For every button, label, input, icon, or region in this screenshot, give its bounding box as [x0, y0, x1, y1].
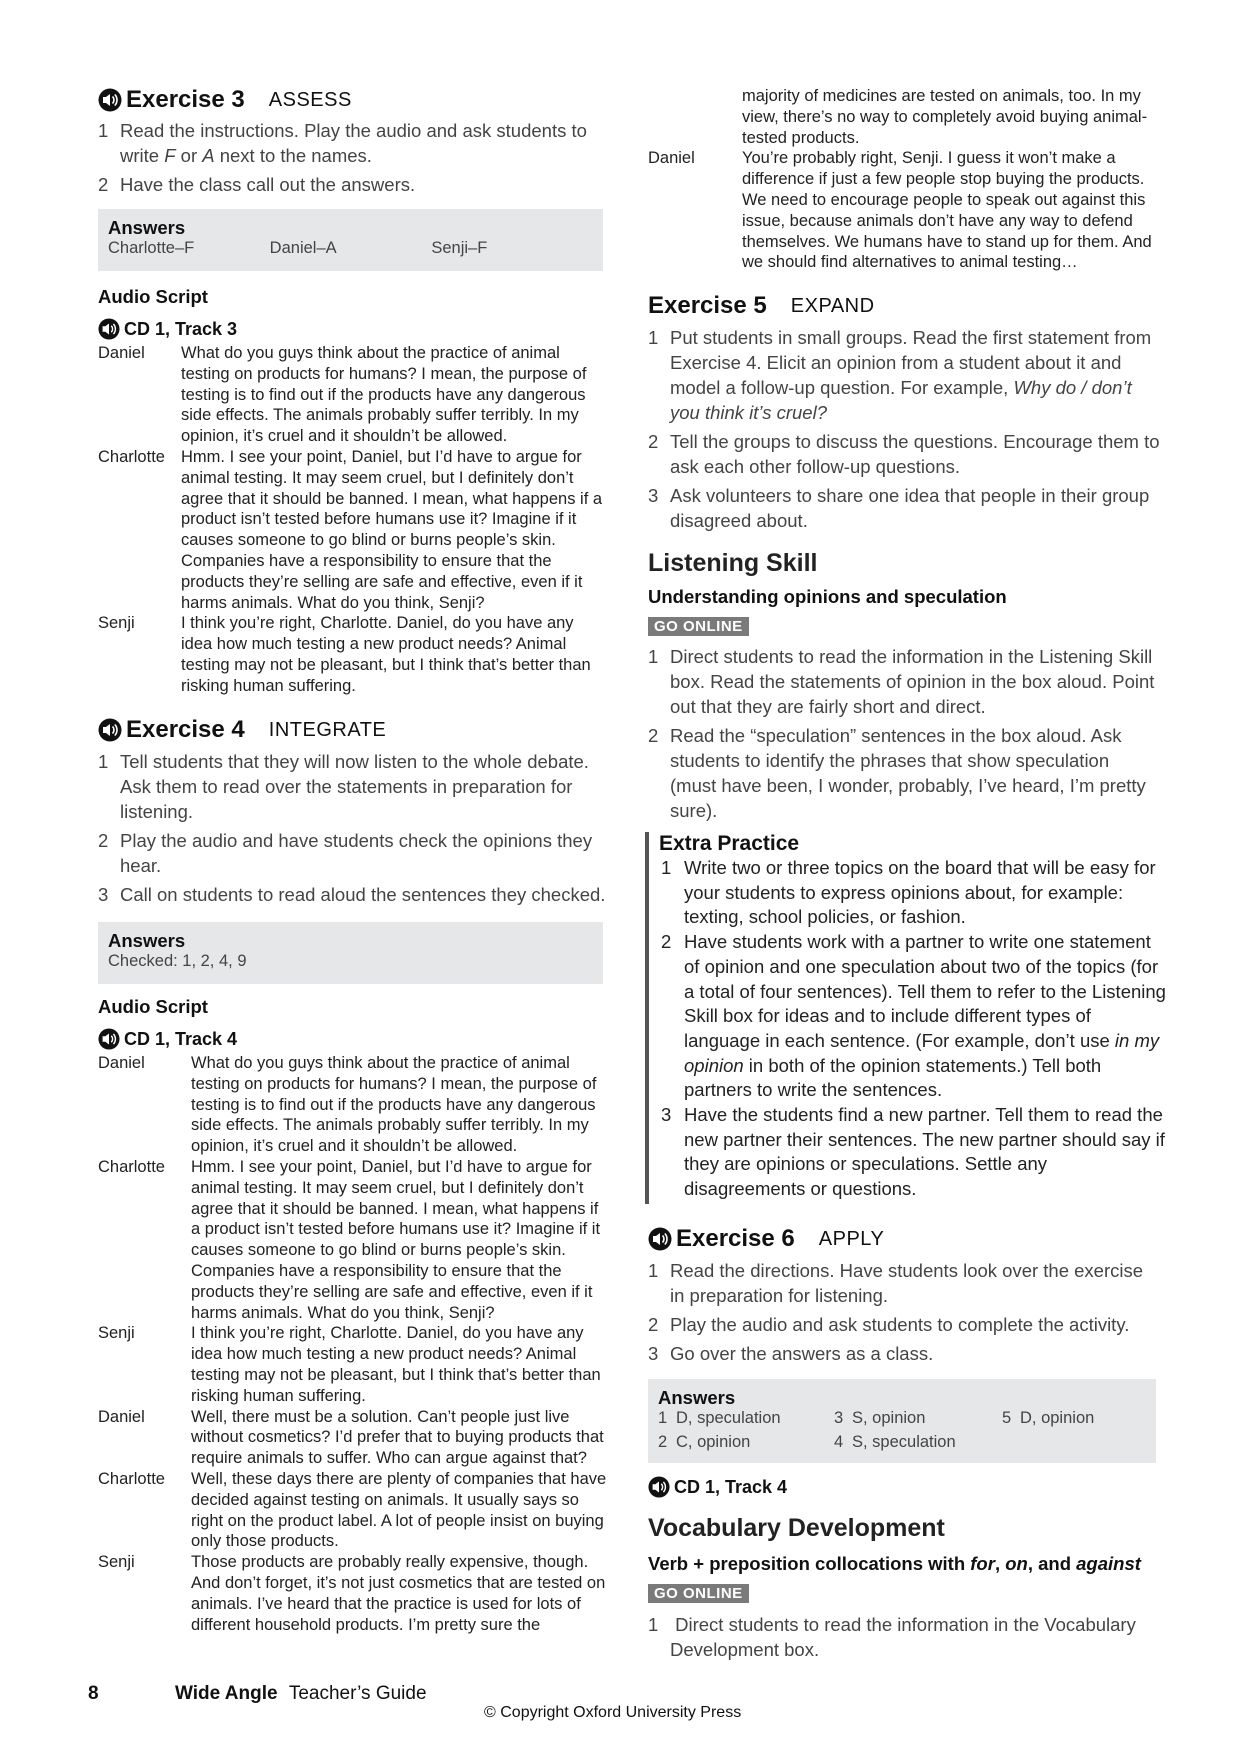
step-text: Play the audio and have students check the opinions they hear.: [120, 830, 593, 876]
step-number: 3: [648, 1343, 659, 1364]
step-text: Put students in small groups. Read the first statement from Exercise 4. Elicit an opinion from a student about it and model a follow-up question. For example, Why do / don’t you think it’s cruel?: [670, 327, 1152, 423]
answer-item: 3 S, opinion: [834, 1409, 926, 1427]
script-line: [98, 1469, 608, 1552]
answers-row: [108, 239, 593, 258]
audio-icon: [98, 88, 122, 112]
step-number: 1: [648, 327, 659, 348]
step-number: 1: [98, 751, 109, 772]
script-line: [98, 1323, 608, 1406]
step-number: 3: [98, 884, 109, 905]
exercise-3-heading: [98, 86, 352, 114]
speaker-text: Hmm. I see your point, Daniel, but I’d have to argue for animal testing. It may seem cruel, but I definitely don’t agree that it should be banned. I mean, what happens if a product isn’t tested before humans use it? Imagine if it causes someone to go blind or burns people’s skin. Companies have a responsibility to ensure that the products they’re selling are safe and effective, even if it harms animals. What do you think, Senji?: [181, 447, 603, 612]
step-text: Have students work with a partner to write one statement of opinion and one speculation about two of the topics (for a total of four sentences). Tell them to refer to the Listening Skill box for ideas and to include different types of language in each sentence. (For example, don’t use in my opinion in both of the opinion statements.) Tell both partners to write the sentences.: [684, 931, 1166, 1101]
instruction-step: [648, 723, 1160, 823]
exercise-tag: APPLY: [818, 1227, 885, 1250]
answer-item: 4 S, speculation: [834, 1433, 956, 1451]
extra-practice-title: Extra Practice: [659, 832, 800, 855]
instruction-step: [648, 1312, 1160, 1337]
step-text: Direct students to read the information in the Listening Skill box. Read the statements of opinion in the box aloud. Point out that they are fairly short and direct.: [670, 646, 1155, 717]
exercise-title: Exercise 3: [126, 86, 245, 113]
script-line: [648, 148, 1160, 273]
step-number: 3: [661, 1104, 672, 1126]
audio-icon: [98, 318, 120, 340]
instruction-step: [648, 483, 1160, 533]
exercise-title: Exercise 4: [126, 716, 245, 743]
listening-skill-steps: [648, 644, 1160, 827]
speaker-text: majority of medicines are tested on animals, too. In my view, there’s no way to completely avoid buying animal-tested products.: [742, 87, 1148, 147]
step-number: 1: [661, 857, 672, 878]
guide-name: Teacher’s Guide: [288, 1683, 427, 1704]
audio-icon: [98, 718, 122, 742]
script-line: [98, 1552, 608, 1635]
speaker-text: I think you’re right, Charlotte. Daniel, do you have any idea how much testing a new product needs? Animal testing may not be pleasant, but I think that’s better than risking human suffering.: [181, 614, 591, 695]
exercise-5-heading: [648, 292, 875, 320]
audio-icon: [98, 1028, 120, 1050]
instruction-step: [98, 118, 603, 168]
book-name: Wide Angle: [175, 1683, 278, 1704]
exercise-tag: ASSESS: [268, 88, 352, 111]
listening-skill-title: Listening Skill: [648, 549, 818, 577]
audio-script-heading: Audio Script: [98, 996, 208, 1017]
step-number: 1: [648, 1614, 659, 1635]
cd-track-text: CD 1, Track 4: [124, 1028, 238, 1049]
speaker-text: What do you guys think about the practice of animal testing on products for humans? I mean, the purpose of testing is to find out if the products have any dangerous side effects. The animals probably suffer terribly. In my opinion, it’s cruel and it shouldn’t be allowed.: [191, 1054, 597, 1156]
cd-track-label: [648, 1476, 787, 1498]
page-number: 8: [88, 1683, 99, 1704]
step-number: 1: [648, 1260, 659, 1281]
exercise-5-steps: [648, 325, 1160, 537]
speaker-text: Hmm. I see your point, Daniel, but I’d have to argue for animal testing. It may seem cruel, but I definitely don’t agree that it should be banned. I mean, what happens if a product isn’t tested before humans use it? Imagine if it causes someone to go blind or burns people’s skin. Companies have a responsibility to ensure that the products they’re selling are safe and effective, even if it harms animals. What do you think, Senji?: [191, 1157, 601, 1322]
answer-item: Senji–F: [431, 239, 488, 257]
speaker-name: Charlotte: [98, 447, 165, 466]
step-text: Direct students to read the information in the Vocabulary Development box.: [670, 1614, 1136, 1660]
extra-practice-step: [659, 930, 1167, 1103]
step-text: Read the directions. Have students look over the exercise in preparation for listening.: [670, 1260, 1144, 1306]
step-number: 2: [98, 174, 109, 195]
cd-track-label: [98, 318, 237, 340]
answer-item: Charlotte–F: [108, 239, 195, 257]
script-line: [98, 1157, 608, 1323]
exercise-4-heading: [98, 716, 386, 744]
step-number: 2: [661, 931, 672, 953]
audio-icon: [648, 1227, 672, 1251]
listening-skill-subtitle: Understanding opinions and speculation: [648, 586, 1007, 607]
instruction-step: [648, 325, 1160, 425]
script-line: [98, 447, 608, 613]
audio-script-continued: [648, 86, 1160, 273]
answer-item: 1 D, speculation: [658, 1409, 781, 1427]
audio-script-heading: Audio Script: [98, 286, 208, 307]
go-online-badge[interactable]: GO ONLINE: [648, 617, 749, 636]
speaker-text: What do you guys think about the practice of animal testing on products for humans? I mean, the purpose of testing is to find out if the products have any dangerous side effects. The animals probably suffer terribly. In my opinion, it’s cruel and it shouldn’t be allowed.: [181, 344, 587, 446]
cd-track-text: CD 1, Track 4: [674, 1476, 788, 1497]
exercise-3-answers-box: [98, 209, 603, 271]
step-text: Write two or three topics on the board that will be easy for your students to express opinions about, for example: texting, school policies, or fashion.: [684, 857, 1156, 928]
step-text: Ask volunteers to share one idea that people in their group disagreed about.: [670, 485, 1150, 531]
extra-practice-box: [645, 832, 1167, 1204]
extra-practice-steps: [659, 856, 1167, 1202]
speaker-name: Daniel: [98, 344, 145, 362]
answers-title: Answers: [108, 217, 186, 238]
extra-practice-step: [659, 856, 1167, 930]
step-text: Call on students to read aloud the sentences they checked.: [120, 884, 606, 905]
step-text: Read the “speculation” sentences in the box aloud. Ask students to identify the phrases that show speculation (must have been, I wonder, probably, I’ve heard, I’m pretty sure).: [670, 725, 1146, 821]
exercise-3-steps: [98, 118, 603, 201]
instruction-step: [98, 172, 603, 197]
instruction-step: [648, 644, 1160, 719]
speaker-name: Daniel: [648, 149, 695, 168]
vocabulary-development-title: Vocabulary Development: [648, 1514, 945, 1542]
speaker-name: Senji: [98, 614, 135, 633]
exercise-4-steps: [98, 749, 608, 911]
step-number: 2: [648, 431, 659, 452]
answer-item: 5 D, opinion: [1002, 1409, 1095, 1427]
step-number: 3: [648, 485, 659, 506]
step-number: 2: [98, 830, 109, 851]
instruction-step: [648, 1612, 1160, 1662]
footer-book-title: [175, 1683, 427, 1705]
speaker-text: I think you’re right, Charlotte. Daniel, do you have any idea how much testing a new product needs? Animal testing may not be pleasant, but I think that’s better than risking human suffering.: [191, 1324, 601, 1405]
audio-script-2: [98, 1053, 608, 1635]
speaker-name: Senji: [98, 1324, 135, 1343]
exercise-4-answers-box: [98, 922, 603, 984]
step-text: Have the students find a new partner. Tell them to read the new partner their sentences. The new partner should say if they are opinions or speculations. Settle any disagreements or questions.: [684, 1104, 1165, 1200]
speaker-text: Those products are probably really expensive, though. And don’t forget, it’s not just cosmetics that are tested on animals. I’ve heard that the practice is used for lots of different household products. I’m pretty sure the: [191, 1553, 606, 1634]
instruction-step: [648, 429, 1160, 479]
answers-title: Answers: [658, 1387, 736, 1408]
exercise-6-steps: [648, 1258, 1160, 1370]
step-text: Play the audio and ask students to complete the activity.: [670, 1314, 1130, 1335]
step-text: Read the instructions. Play the audio and ask students to write F or A next to the names.: [120, 120, 587, 166]
speaker-name: Charlotte: [98, 1469, 165, 1488]
answer-item: 2 C, opinion: [658, 1433, 751, 1451]
exercise-title: Exercise 5: [648, 292, 767, 319]
step-text: Have the class call out the answers.: [120, 174, 416, 195]
instruction-step: [98, 882, 608, 907]
instruction-step: [648, 1341, 1160, 1366]
answers-grid: [658, 1409, 1146, 1457]
instruction-step: [98, 828, 608, 878]
step-number: 1: [98, 120, 109, 141]
step-number: 2: [648, 1314, 659, 1335]
step-text: Tell the groups to discuss the questions. Encourage them to ask each other follow-up questions.: [670, 431, 1160, 477]
go-online-badge[interactable]: GO ONLINE: [648, 1584, 749, 1603]
answers-title: Answers: [108, 930, 186, 951]
step-text: Tell students that they will now listen to the whole debate. Ask them to read over the statements in preparation for listening.: [120, 751, 589, 822]
script-line: [98, 1053, 608, 1157]
speaker-name: Charlotte: [98, 1157, 165, 1176]
vocabulary-development-subtitle: Verb + preposition collocations with for, on, and against: [648, 1553, 1141, 1574]
speaker-name: Senji: [98, 1553, 135, 1572]
vocabulary-steps: [648, 1612, 1160, 1666]
instruction-step: [648, 1258, 1160, 1308]
step-text: Go over the answers as a class.: [670, 1343, 934, 1364]
exercise-tag: EXPAND: [790, 294, 875, 317]
script-line: [98, 613, 608, 696]
script-line: [98, 343, 608, 447]
script-line: [648, 86, 1160, 148]
audio-script-1: [98, 343, 608, 697]
script-line: [98, 1407, 608, 1469]
exercise-6-answers-box: [648, 1379, 1156, 1463]
cd-track-text: CD 1, Track 3: [124, 318, 238, 339]
exercise-tag: INTEGRATE: [268, 718, 387, 741]
cd-track-label: [98, 1028, 237, 1050]
speaker-text: Well, these days there are plenty of companies that have decided against testing on animals. It usually says so right on the product label. A lot of people insist on buying only those products.: [191, 1469, 607, 1551]
copyright-notice: © Copyright Oxford University Press: [484, 1704, 742, 1721]
extra-practice-step: [659, 1103, 1167, 1202]
speaker-name: Daniel: [98, 1407, 145, 1426]
exercise-6-heading: [648, 1225, 884, 1253]
instruction-step: [98, 749, 608, 824]
speaker-text: Well, there must be a solution. Can’t people just live without cosmetics? I’d prefer that to buying products that require animals to suffer. Who can argue against that?: [191, 1407, 604, 1468]
audio-icon: [648, 1476, 670, 1498]
exercise-title: Exercise 6: [676, 1225, 795, 1252]
step-number: 1: [648, 646, 659, 667]
speaker-text: You’re probably right, Senji. I guess it won’t make a difference if just a few people stop buying the products. We need to encourage people to speak out against this issue, because animals don’t have any way to defend themselves. We humans have to stand up for them. And we should find alternatives to animal testing…: [742, 149, 1152, 272]
step-number: 2: [648, 725, 659, 746]
answers-text: Checked: 1, 2, 4, 9: [108, 952, 247, 970]
answer-item: Daniel–A: [269, 239, 337, 257]
speaker-name: Daniel: [98, 1054, 145, 1072]
